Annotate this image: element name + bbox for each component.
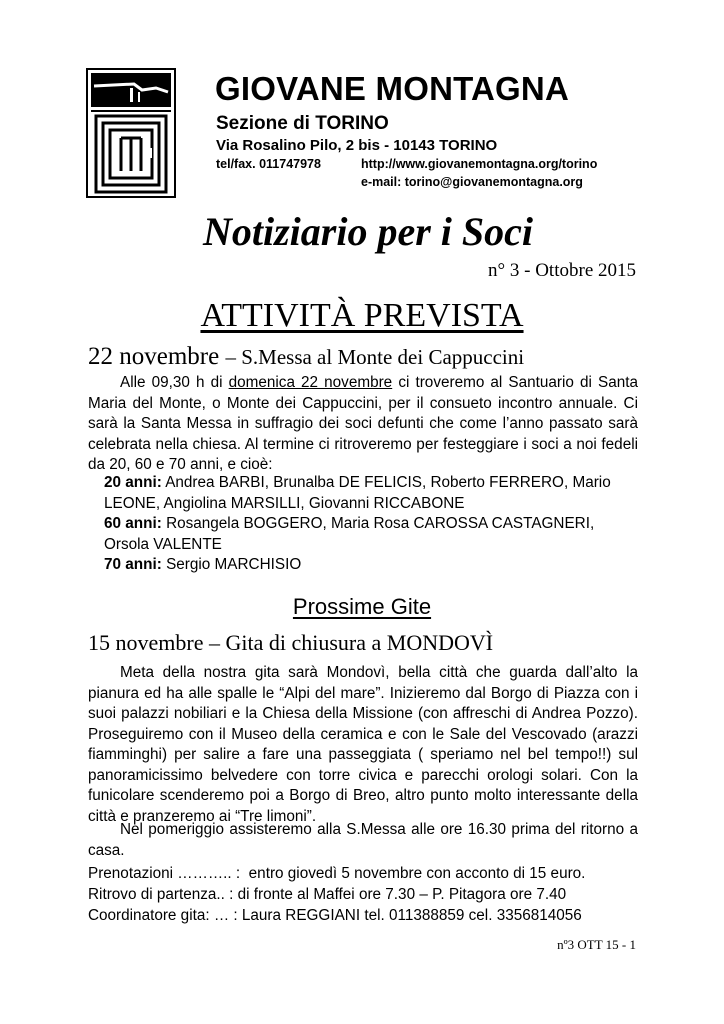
anniversary-60-names: Rosangela BOGGERO, Maria Rosa CAROSSA CASTAGNERI, Orsola VALENTE [104, 515, 595, 553]
anniversary-20 [104, 473, 638, 514]
event-desc-date: domenica 22 novembre [228, 374, 393, 391]
organization-website-link[interactable]: http://www.giovanemontagna.org/torino [361, 157, 598, 171]
organization-telfax: tel/fax. 011747978 [216, 157, 321, 171]
trips-heading: Prossime Gite [292, 594, 432, 619]
organization-logo [86, 68, 176, 198]
event-date: 22 novembre [88, 343, 220, 370]
organization-name: GIOVANE MONTAGNA [215, 70, 569, 107]
trip-afternoon [88, 820, 638, 861]
anniversary-70-names: Sergio MARCHISIO [166, 556, 302, 573]
trip-booking: Prenotazioni ……….. : entro giovedì 5 novembre con acconto di 15 euro. [88, 865, 586, 882]
anniversary-20-names: Andrea BARBI, Brunalba DE FELICIS, Roberto FERRERO, Mario LEONE, Angiolina MARSILLI, Giovanni RICCABONE [104, 474, 611, 512]
event-subtitle: – S.Messa al Monte dei Cappuccini [225, 345, 525, 369]
event-desc-rest: ci troveremo al Santuario di Santa Maria del Monte, o Monte dei Cappuccini, per il consueto incontro annuale. Ci sarà la Santa Messa in suffragio dei soci defunti che come l’anno passato sarà celebrata nella chiesa. Al termine ci ritroveremo per festeggiare i soci a noi fedeli da 20, 60 e 70 anni, e cioè: [88, 374, 639, 473]
page-footer: nº3 OTT 15 - 1 [557, 937, 636, 952]
anniversary-70-label: 70 anni: [104, 556, 162, 573]
event-description [88, 373, 638, 476]
anniversary-60-label: 60 anni: [104, 515, 162, 532]
anniversary-20-label: 20 anni: [104, 474, 162, 491]
trip-title: 15 novembre – Gita di chiusura a MONDOVÌ [88, 630, 494, 655]
event-title [88, 343, 524, 371]
event-desc-start: Alle 09,30 h di [120, 374, 223, 391]
anniversary-70 [104, 555, 638, 576]
organization-address: Via Rosalino Pilo, 2 bis - 10143 TORINO [216, 137, 498, 154]
trip-meeting-point: Ritrovo di partenza.. : di fronte al Maffei ore 7.30 – P. Pitagora ore 7.40 [88, 886, 567, 903]
newsletter-title: Notiziario per i Soci [203, 209, 534, 254]
issue-number: n° 3 - Ottobre 2015 [488, 260, 636, 281]
trip-description [88, 663, 638, 827]
trip-afternoon-text: Nel pomeriggio assisteremo alla S.Messa alle ore 16.30 prima del ritorno a casa. [88, 821, 638, 859]
anniversary-list [104, 473, 638, 576]
organization-section: Sezione di TORINO [216, 113, 389, 134]
trip-desc-text: Meta della nostra gita sarà Mondovì, bella città che guarda dall’alto la pianura ed ha alle spalle le “Alpi del mare”. Inizieremo dal Borgo di Piazza con i suoi palazzi nobiliari e la Chiesa della Missione (con affreschi di Andrea Pozzo). Proseguiremo con il Museo della ceramica e con le Sale del Vescovado (arazzi fiamminghi) per salire a fare una passeggiata ( speriamo nel bel tempo!!) sul panoramicissimo belvedere con torre civica e parecchi orologi solari. Con la funicolare scenderemo poi a Borgo di Breo, altro punto molto interessante della città e pranzeremo ai “Tre limoni”. [88, 664, 638, 825]
trip-coordinator: Coordinatore gita: … : Laura REGGIANI tel. 011388859 cel. 3356814056 [88, 907, 582, 924]
anniversary-60 [104, 514, 638, 555]
organization-email-link[interactable]: e-mail: torino@giovanemontagna.org [361, 175, 583, 189]
activity-heading: ATTIVITÀ PREVISTA [200, 297, 524, 334]
